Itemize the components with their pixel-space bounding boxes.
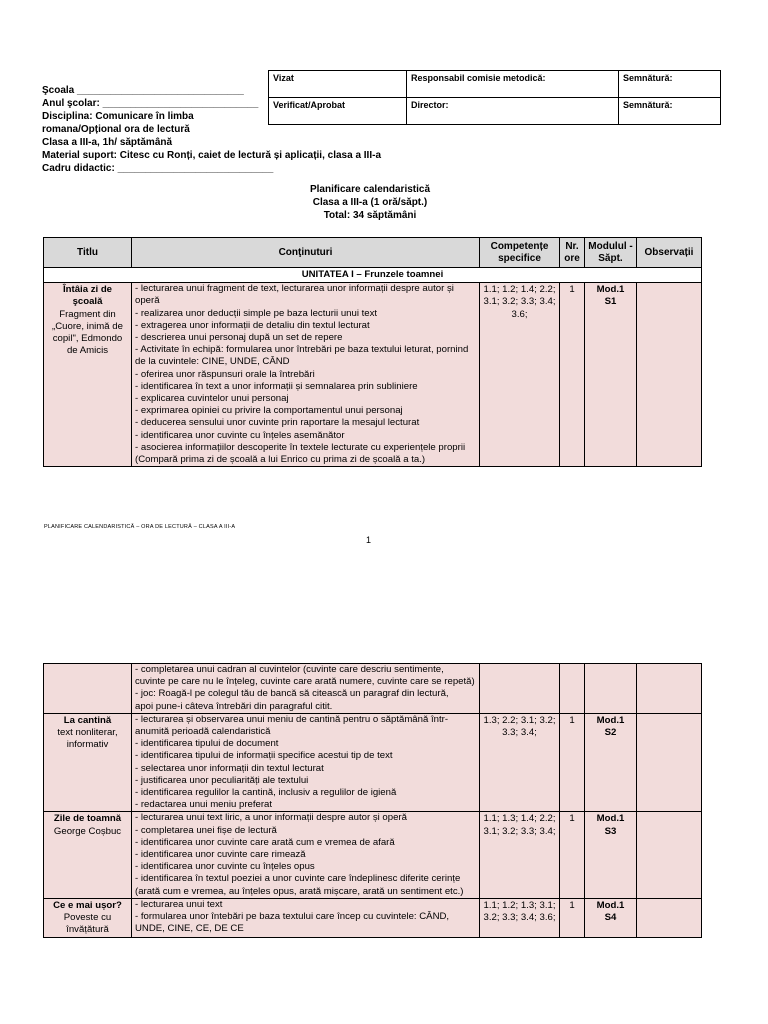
module-cell [585, 283, 637, 467]
week-label: S2 [604, 727, 617, 739]
list-item: - exprimarea opiniei cu privire la comportamentul unui personaj [135, 405, 403, 417]
week-label: S4 [604, 912, 617, 924]
lesson-source: Poveste cu învățătură [63, 912, 112, 936]
table-row [44, 713, 702, 812]
responsible-cell: Responsabil comisie metodică: [407, 71, 619, 98]
lesson-title: La cantină [63, 714, 112, 726]
list-item: - justificarea unor peculiarități ale textului [135, 774, 309, 786]
observations-cell [637, 898, 702, 938]
list-item: - descrierea unui personaj după un set de repere [135, 332, 343, 344]
list-item: - identificarea în textul poeziei a unor cuvinte care îndeplinesc diferite cerințe (arată cum e vremea, au înțeles opus, arată mișcare, arată un sentiment etc.) [135, 873, 464, 897]
list-item: - identificarea unor cuvinte care arată cum e vremea de afară [135, 836, 395, 848]
lesson-title-cell [44, 713, 132, 812]
week-label: S1 [604, 296, 617, 308]
col-header-title: Titlu [44, 238, 132, 268]
table-row [44, 898, 702, 938]
list-item: - redactarea unui meniu preferat [135, 799, 273, 811]
list-item: - lecturarea unui text [135, 898, 223, 910]
list-item: - completarea unei fișe de lectură [135, 824, 277, 836]
hours-cell [560, 664, 585, 714]
list-item: - completarea unui cadran al cuvintelor (cuvinte care descriu sentimente, cuvinte pe care nu le înțeleg, cuvinte care arată numere, cuvinte care se repetă) [135, 664, 475, 688]
contents-cell [132, 898, 480, 938]
signature-cell-2: Semnătură: [619, 98, 721, 125]
lesson-source: George Coșbuc [53, 825, 122, 837]
observations-cell [637, 812, 702, 898]
list-item: apoi pune-i câteva întrebări din paragraful citit. [135, 700, 333, 712]
list-item: - joc: Roagă-l pe colegul tău de bancă să citească un paragraf din lectură, [135, 688, 449, 700]
discipline-line: Disciplina: Comunicare în limba romana/Opțional ora de lectură [42, 111, 194, 135]
lesson-title-cell [44, 898, 132, 938]
planning-table-page-2 [43, 663, 702, 938]
director-cell: Director: [407, 98, 619, 125]
page-number: 1 [366, 535, 372, 545]
class-line: Clasa a III-a, 1h/ săptămână [42, 137, 173, 148]
module-cell [585, 898, 637, 938]
col-header-observations: Observații [637, 238, 702, 268]
lesson-source: Fragment din „Cuore, inimă de copil", Edmondo de Amicis [52, 308, 123, 357]
unit-heading: UNITATEA I – Frunzele toamnei [44, 268, 702, 283]
list-item: - explicarea cuvintelor unui personaj [135, 393, 289, 405]
plan-subtitle: Clasa a III-a (1 oră/săpt.) [312, 197, 428, 208]
list-item: - lecturarea și observarea unui meniu de cantină pentru o săptămână într- anumită perioadă calendaristică [135, 713, 449, 738]
school-line: Şcoala ______________________________ [42, 85, 244, 96]
list-item: - extragerea unor informații de detaliu din textul lecturat [135, 319, 370, 331]
plan-total: Total: 34 săptămâni [323, 210, 417, 221]
plan-title-block [240, 183, 500, 222]
list-item: - lecturarea unui text liric, a unor informații despre autor și operă [135, 812, 407, 824]
competences-cell: 1.1; 1.3; 1.4; 2.2; 3.1; 3.2; 3.3; 3.4; [480, 812, 560, 898]
table-row [44, 283, 702, 467]
list-item: - Activitate în echipă: formularea unor întrebări pe baza textului leturat, pornind de la cuvintele: CINE, UNDE, CÂND [135, 344, 469, 368]
vizat-cell: Vizat [269, 71, 407, 98]
col-header-module: Modulul - Săpt. [585, 238, 637, 268]
module-cell [585, 713, 637, 812]
competences-cell [480, 664, 560, 714]
competences-cell: 1.3; 2.2; 3.1; 3.2; 3.3; 3.4; [480, 713, 560, 812]
table-row [44, 812, 702, 898]
module-cell [585, 664, 637, 714]
lesson-title: Zile de toamnă [53, 813, 122, 825]
teacher-line: Cadru didactic: ____________________________ [42, 163, 274, 174]
list-item: - asocierea informațiilor descoperite în textele lecturate cu experiențele proprii (Compară prima zi de școală a lui Enrico cu prima zi de școală a ta.) [135, 441, 466, 466]
planning-table-page-1 [43, 237, 702, 467]
contents-cell [132, 664, 480, 714]
approval-table [268, 70, 721, 125]
lesson-title: Întâia zi de şcoală [62, 284, 113, 308]
lesson-title-cell [44, 812, 132, 898]
list-item: - realizarea unor deducții simple pe baza lecturii unui text [135, 307, 378, 319]
list-item: - identificarea tipului de informații specifice acestui tip de text [135, 750, 393, 762]
signature-cell: Semnătură: [619, 71, 721, 98]
contents-cell [132, 713, 480, 812]
week-label: S3 [604, 825, 617, 837]
material-line: Material suport: Citesc cu Ronți, caiet de lectură și aplicații, clasa a III-a [42, 150, 382, 161]
table-row [44, 664, 702, 714]
lesson-title: Ce e mai ușor? [53, 899, 122, 911]
col-header-competences: Competențe specifice [480, 238, 560, 268]
hours-cell: 1 [560, 283, 585, 467]
list-item: - identificarea unor cuvinte care rimează [135, 849, 306, 861]
page-footer: PLANIFICARE CALENDARISTICĂ – ORA DE LECTURĂ – CLASA A III-A [44, 524, 236, 530]
module-label: Mod.1 [596, 813, 625, 825]
list-item: - formularea unor întebări pe baza textului care încep cu cuvintele: CÂND, UNDE, CINE, CE, DE CE [135, 911, 450, 935]
observations-cell [637, 713, 702, 812]
lesson-title-cell [44, 664, 132, 714]
list-item: - identificarea tipului de document [135, 738, 279, 750]
observations-cell [637, 283, 702, 467]
school-year-line: Anul şcolar: ____________________________ [42, 98, 259, 109]
contents-cell [132, 283, 480, 467]
list-item: - identificarea regulilor la cantină, inclusiv a regulilor de igienă [135, 787, 397, 799]
module-cell [585, 812, 637, 898]
list-item: - oferirea unor răspunsuri orale la întrebări [135, 368, 315, 380]
list-item: - identificarea unor cuvinte cu înțeles asemănător [135, 429, 345, 441]
lesson-source: text nonliterar, informativ [57, 727, 118, 751]
module-label: Mod.1 [596, 714, 625, 726]
list-item: - selectarea unor informații din textul lecturat [135, 762, 324, 774]
list-item: - identificarea în text a unor informații și semnalarea prin subliniere [135, 380, 418, 392]
approved-cell: Verificat/Aprobat [269, 98, 407, 125]
list-item: - lecturarea unui fragment de text, lecturarea unor informații despre autor și operă [135, 283, 454, 307]
contents-cell [132, 812, 480, 898]
hours-cell: 1 [560, 898, 585, 938]
col-header-hours: Nr. ore [560, 238, 585, 268]
lesson-title-cell [44, 283, 132, 467]
competences-cell: 1.1; 1.2; 1.3; 3.1; 3.2; 3.3; 3.4; 3.6; [480, 898, 560, 938]
module-label: Mod.1 [596, 284, 625, 296]
col-header-contents: Conţinuturi [132, 238, 480, 268]
list-item: - identificarea unor cuvinte cu înțeles opus [135, 861, 315, 873]
observations-cell [637, 664, 702, 714]
plan-title: Planificare calendaristică [309, 184, 431, 195]
module-label: Mod.1 [596, 899, 625, 911]
hours-cell: 1 [560, 812, 585, 898]
competences-cell: 1.1; 1.2; 1.4; 2.2; 3.1; 3.2; 3.3; 3.4; 3.6; [480, 283, 560, 467]
hours-cell: 1 [560, 713, 585, 812]
list-item: - deducerea sensului unor cuvinte prin raportare la mesajul lecturat [135, 417, 420, 429]
